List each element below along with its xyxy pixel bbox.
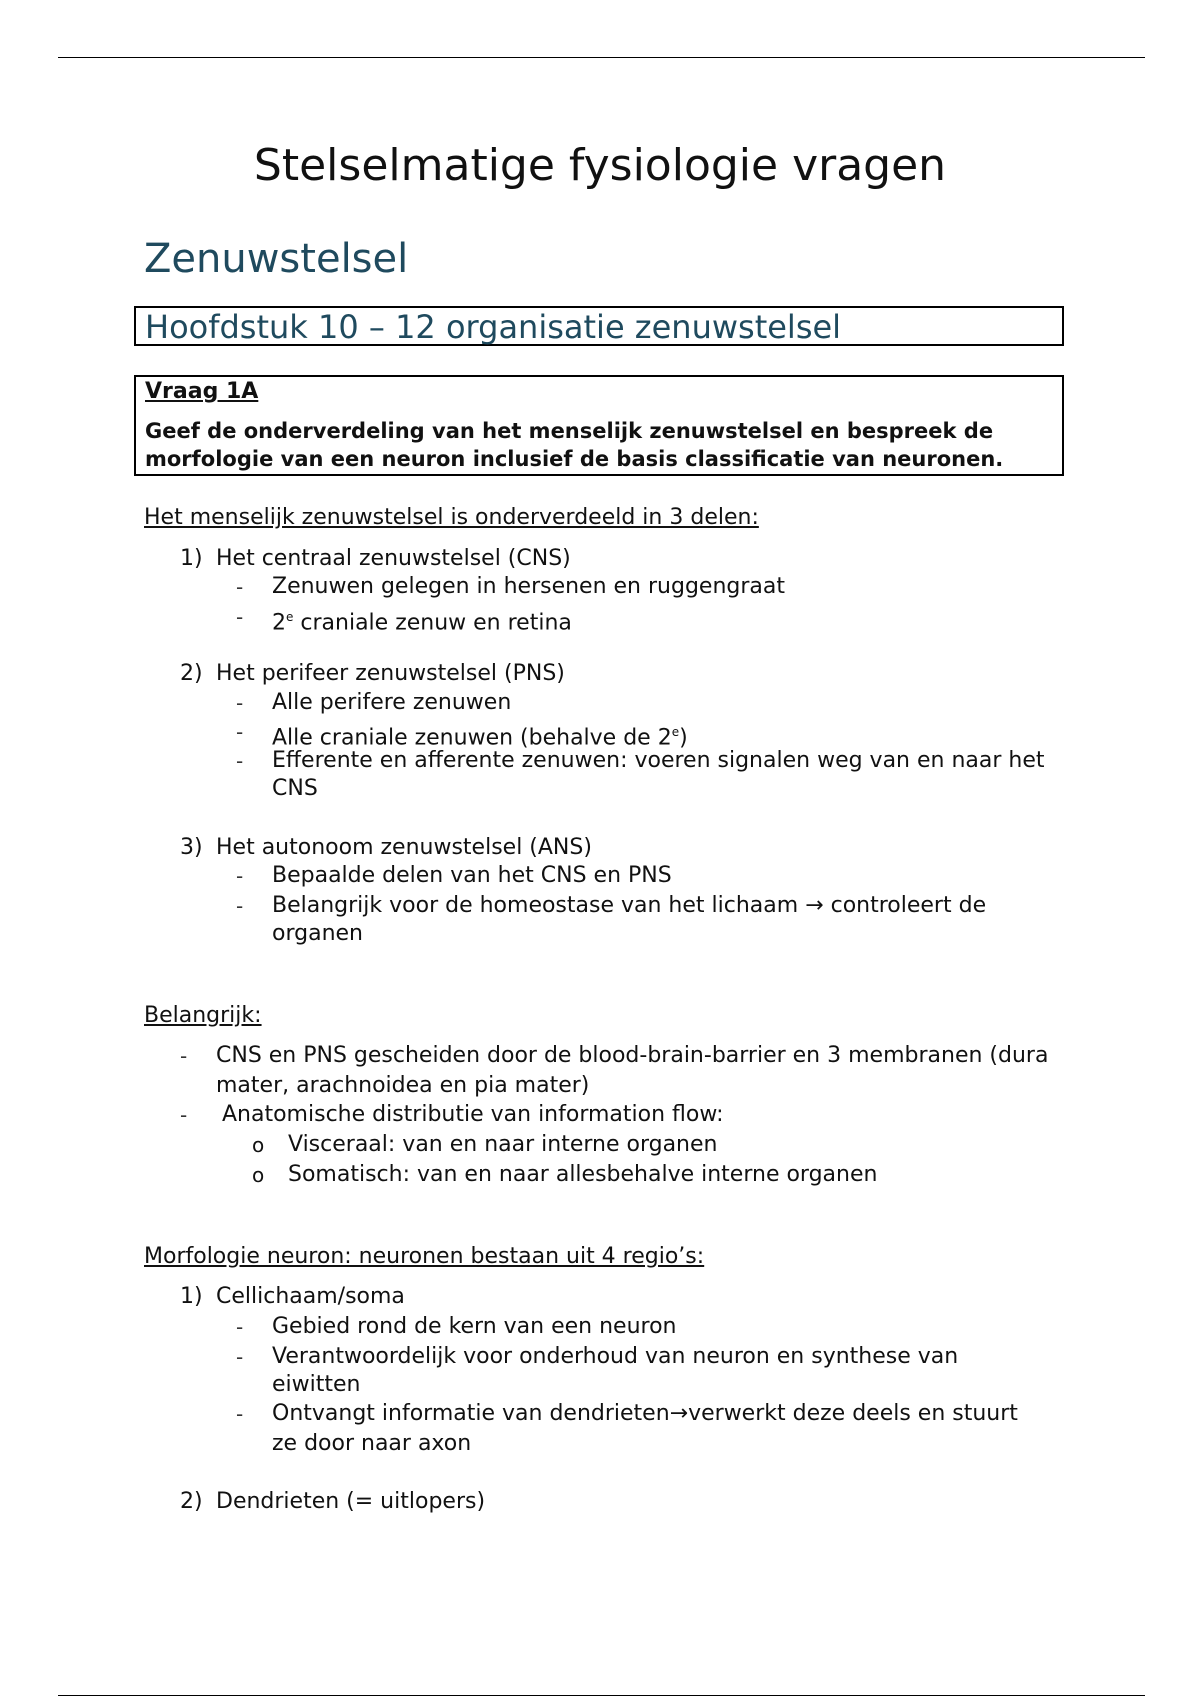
list-item: Het centraal zenuwstelsel (CNS) xyxy=(216,546,571,571)
bullet-item: CNS en PNS gescheiden door de blood-brain-barrier en 3 membranen (dura xyxy=(216,1043,1049,1068)
circle-bullet: o xyxy=(252,1133,265,1157)
bullet-dash: - xyxy=(236,1315,244,1339)
bullet-item-continuation: organen xyxy=(272,921,363,946)
list-item: Het autonoom zenuwstelsel (ANS) xyxy=(216,835,592,860)
bottom-rule xyxy=(58,1695,1145,1696)
bullet-dash: - xyxy=(236,864,244,888)
question-text: Geef de onderverdeling van het menselijk zenuwstelsel en bespreek de morfologie van een neuron inclusief de basis classificatie van neuronen. xyxy=(145,419,1004,471)
bullet-item: Gebied rond de kern van een neuron xyxy=(272,1314,677,1339)
list-number: 1) xyxy=(180,546,203,571)
bullet-item: Belangrijk voor de homeostase van het lichaam → controleert de xyxy=(272,893,987,918)
list-number: 1) xyxy=(180,1284,203,1309)
list-item: Cellichaam/soma xyxy=(216,1284,405,1309)
bullet-dash: - xyxy=(236,1345,244,1369)
top-rule xyxy=(58,57,1145,58)
bullet-item: Verantwoordelijk voor onderhoud van neuron en synthese van xyxy=(272,1344,959,1369)
bullet-item-continuation: mater, arachnoidea en pia mater) xyxy=(216,1073,590,1098)
circle-bullet: o xyxy=(252,1163,265,1187)
bullet-dash: - xyxy=(236,720,244,744)
bullet-item: Anatomische distributie van information flow: xyxy=(222,1102,724,1127)
sub-bullet-item: Somatisch: van en naar allesbehalve interne organen xyxy=(288,1162,878,1187)
bullet-item: Ontvangt informatie van dendrieten→verwerkt deze deels en stuurt xyxy=(272,1401,1018,1426)
bullet-dash: - xyxy=(236,691,244,715)
list-number: 3) xyxy=(180,835,203,860)
bullet-dash: - xyxy=(236,894,244,918)
bullet-item: Alle perifere zenuwen xyxy=(272,690,512,715)
bullet-item: Alle craniale zenuwen (behalve de 2e) xyxy=(272,725,688,751)
bullet-item: Zenuwen gelegen in hersenen en ruggengraat xyxy=(272,574,785,599)
bullet-dash: - xyxy=(180,1103,188,1127)
bullet-item: Efferente en afferente zenuwen: voeren signalen weg van en naar het xyxy=(272,748,1045,773)
bullet-item: Bepaalde delen van het CNS en PNS xyxy=(272,863,672,888)
important-heading: Belangrijk: xyxy=(144,1003,262,1028)
morphology-heading: Morfologie neuron: neuronen bestaan uit 4 regio’s: xyxy=(144,1244,705,1269)
bullet-item-continuation: CNS xyxy=(272,776,318,801)
bullet-item-continuation: ze door naar axon xyxy=(272,1431,472,1456)
list-item: Het perifeer zenuwstelsel (PNS) xyxy=(216,661,565,686)
bullet-dash: - xyxy=(180,1044,188,1068)
chapter-heading: Hoofdstuk 10 – 12 organisatie zenuwstelsel xyxy=(145,308,842,346)
bullet-dash: - xyxy=(236,575,244,599)
list-number: 2) xyxy=(180,661,203,686)
question-label: Vraag 1A xyxy=(145,379,259,404)
list-item: Dendrieten (= uitlopers) xyxy=(216,1489,486,1514)
bullet-dash: - xyxy=(236,605,244,629)
bullet-item-continuation: eiwitten xyxy=(272,1372,361,1397)
bullet-dash: - xyxy=(236,1402,244,1426)
question-box xyxy=(134,375,1064,476)
list-number: 2) xyxy=(180,1489,203,1514)
bullet-item: 2e craniale zenuw en retina xyxy=(272,610,572,636)
section-heading: Zenuwstelsel xyxy=(144,236,409,282)
bullet-dash: - xyxy=(236,749,244,773)
subdivision-heading: Het menselijk zenuwstelsel is onderverdeeld in 3 delen: xyxy=(144,505,759,530)
chapter-box xyxy=(134,306,1064,346)
sub-bullet-item: Visceraal: van en naar interne organen xyxy=(288,1132,718,1157)
document-title: Stelselmatige fysiologie vragen xyxy=(253,140,947,191)
